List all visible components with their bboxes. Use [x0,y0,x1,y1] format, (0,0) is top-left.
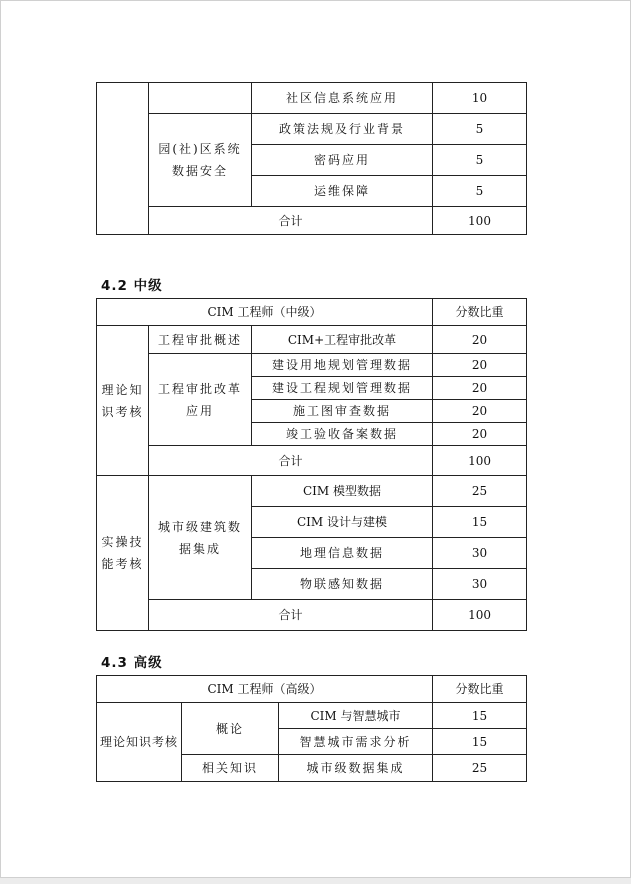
item-cell: CIM 与智慧城市 [279,703,433,729]
score-cell: 20 [433,400,527,423]
item-cell: 智慧城市需求分析 [279,729,433,755]
item-cell: 建设工程规划管理数据 [252,377,433,400]
total-value: 100 [433,446,527,476]
subcategory-cell: 园(社)区系统数据安全 [149,114,252,207]
item-cell: 城市级数据集成 [279,755,433,782]
item-cell: CIM+工程审批改革 [252,326,433,354]
table-primary-continued [96,82,527,235]
header-row [97,676,527,703]
table-row [97,114,527,145]
item-cell: 竣工验收备案数据 [252,423,433,446]
score-cell: 25 [433,476,527,507]
subcategory-cell: 工程审批概述 [149,326,252,354]
blank-subcategory-cell [149,83,252,114]
score-cell: 15 [433,507,527,538]
item-cell: 施工图审查数据 [252,400,433,423]
category-cell: 实操技能考核 [97,476,149,631]
item-cell: 地理信息数据 [252,538,433,569]
total-row [97,207,527,235]
item-cell: 政策法规及行业背景 [252,114,433,145]
section-heading-intermediate: 4.2 中级 [101,278,163,294]
category-cell: 理论知识考核 [97,326,149,476]
total-label: 合计 [149,207,433,235]
total-value: 100 [433,600,527,631]
subcategory-cell: 工程审批改革应用 [149,354,252,446]
score-cell: 15 [433,703,527,729]
total-row [97,446,527,476]
table-row [97,354,527,377]
table-advanced [96,675,527,782]
header-title: CIM 工程师（高级） [97,676,433,703]
table-row [97,476,527,507]
score-cell: 20 [433,354,527,377]
header-weight: 分数比重 [433,676,527,703]
item-cell: CIM 设计与建模 [252,507,433,538]
table-intermediate [96,298,527,631]
item-cell: 运维保障 [252,176,433,207]
item-cell: CIM 模型数据 [252,476,433,507]
score-cell: 5 [433,176,527,207]
header-row [97,299,527,326]
score-cell: 20 [433,423,527,446]
item-cell: 建设用地规划管理数据 [252,354,433,377]
blank-category-cell [97,83,149,235]
total-label: 合计 [149,446,433,476]
score-cell: 30 [433,569,527,600]
item-cell: 社区信息系统应用 [252,83,433,114]
total-value: 100 [433,207,527,235]
score-cell: 20 [433,377,527,400]
total-label: 合计 [149,600,433,631]
table-row [97,326,527,354]
header-weight: 分数比重 [433,299,527,326]
score-cell: 10 [433,83,527,114]
item-cell: 密码应用 [252,145,433,176]
table-row [97,703,527,729]
score-cell: 20 [433,326,527,354]
category-cell: 理论知识考核 [97,703,182,782]
header-title: CIM 工程师（中级） [97,299,433,326]
score-cell: 25 [433,755,527,782]
section-heading-advanced: 4.3 高级 [101,655,163,671]
score-cell: 5 [433,114,527,145]
subcategory-cell: 概论 [182,703,279,755]
subcategory-cell: 相关知识 [182,755,279,782]
score-cell: 30 [433,538,527,569]
table-row [97,83,527,114]
item-cell: 物联感知数据 [252,569,433,600]
total-row [97,600,527,631]
score-cell: 15 [433,729,527,755]
score-cell: 5 [433,145,527,176]
subcategory-cell: 城市级建筑数据集成 [149,476,252,600]
